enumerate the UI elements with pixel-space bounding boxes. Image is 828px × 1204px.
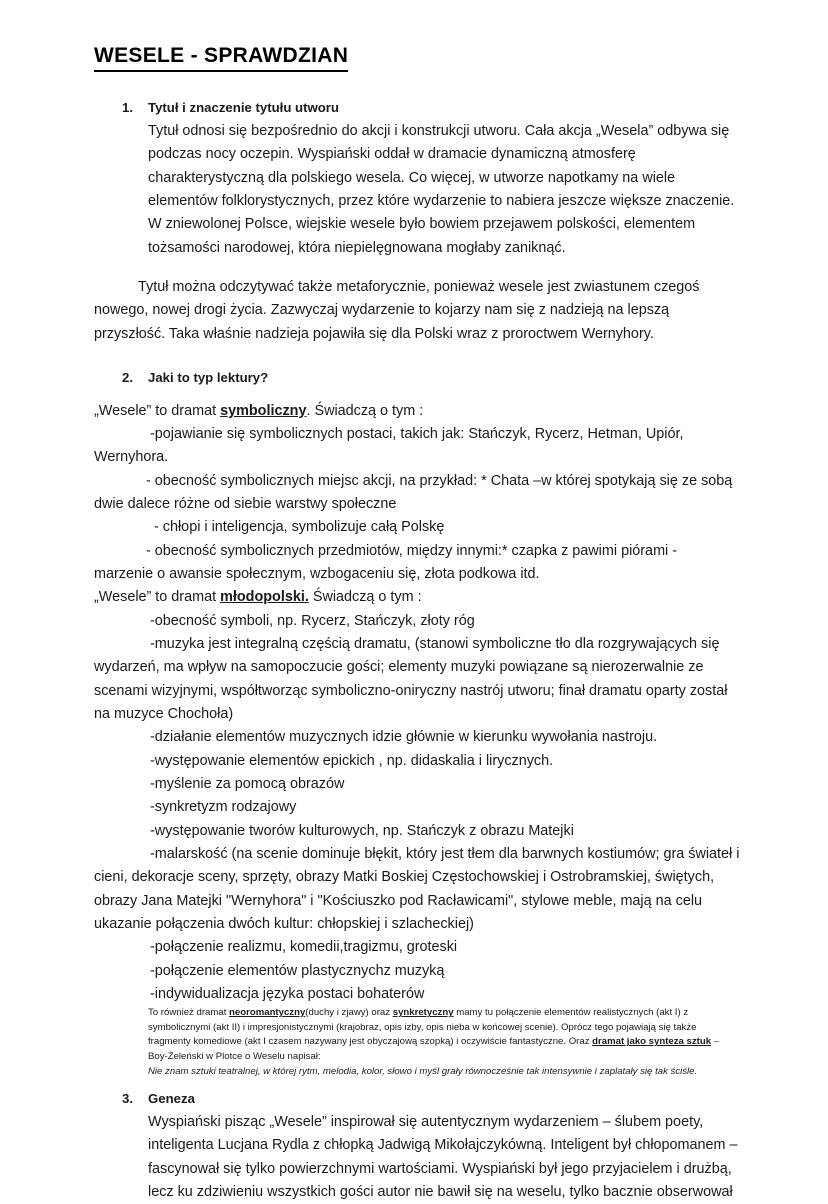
mlodopolski-lead-after: Świadczą o tym :	[308, 589, 422, 606]
symboliczny-lead-after: . Świadczą o tym :	[306, 402, 424, 419]
list-item: - obecność symbolicznych przedmiotów, między innymi:* czapka z pawimi piórami - marzenie o awansie społecznym, wzbogaceniu się, złota podkowa itd.	[94, 542, 678, 582]
section-2	[94, 368, 740, 1079]
list-item: -występowanie tworów kulturowych, np. Stańczyk z obrazu Matejki	[150, 822, 574, 839]
list-item: -działanie elementów muzycznych idzie głównie w kierunku wywołania nastroju.	[150, 729, 658, 746]
spacer	[94, 346, 740, 368]
section-2-note	[94, 1006, 740, 1064]
list-item: -obecność symboli, np. Rycerz, Stańczyk, złoty róg	[150, 612, 475, 629]
section-2-quote: Nie znam sztuki teatralnej, w której rytm, melodia, kolor, słowo i myśl grały równocześnie tak intensywnie i zaplatały się tak ściśle.	[148, 1065, 698, 1077]
section-1-number: 1.	[122, 100, 133, 116]
symboliczny-lead	[94, 400, 740, 423]
page-title: WESELE - SPRAWDZIAN	[94, 44, 348, 72]
spacer	[94, 260, 740, 276]
section-3-number: 3.	[122, 1091, 133, 1107]
section-3-heading-text: Geneza	[148, 1091, 195, 1107]
symboliczny-term: symboliczny	[220, 402, 307, 419]
spacer	[94, 390, 740, 400]
list-item: -połączenie realizmu, komedii,tragizmu, groteski	[150, 939, 458, 956]
section-2-heading	[94, 368, 740, 388]
section-2-number: 2.	[122, 369, 133, 385]
document-content	[94, 44, 740, 1204]
section-1-heading	[94, 98, 740, 118]
spacer	[94, 1079, 740, 1089]
symboliczny-lead-before: „Wesele” to dramat	[94, 402, 221, 419]
note-text-2: (duchy i zjawy) oraz	[305, 1007, 393, 1019]
note-text-1: To również dramat	[148, 1007, 230, 1019]
section-1-paragraph-2: Tytuł można odczytywać także metaforycznie, ponieważ wesele jest zwiastunem czegoś nowego, nowej drogi życia. Zazwyczaj wydarzenie to kojarzy nam się z nadzieją na lepszą przyszłość. Taka właśnie nadzieja pojawiła się dla Polski wraz z proroctwem Wernyhory.	[94, 278, 700, 342]
list-item: -synkretyzm rodzajowy	[150, 799, 297, 816]
list-item: -muzyka jest integralną częścią dramatu, (stanowi symboliczne tło dla rozgrywających się wydarzeń, ma wpływ na samopoczucie gości; elementy muzyki powiązane są nierozerwalnie ze scenami wizyjnymi, współtworząc symboliczno-oniryczny nastrój utworu; finał dramatu oparty został na muzyce Chochoła)	[94, 635, 728, 722]
section-2-heading-text: Jaki to typ lektury?	[148, 369, 269, 385]
note-term-synkretyczny: synkretyczny	[392, 1007, 454, 1019]
list-item: -występowanie elementów epickich , np. didaskalia i lirycznych.	[150, 752, 554, 769]
list-item: -myślenie za pomocą obrazów	[150, 775, 345, 792]
note-text-4: – Boy-Żeleński w Plotce o Weselu napisał:	[148, 1036, 720, 1062]
section-3-paragraph-1: Wyspiański pisząc „Wesele” inspirował się autentycznym wydarzeniem – ślubem poety, inteligenta Lucjana Rydla z chłopką Jadwigą Mikołajczykówną. Inteligent był chłopomanem – fascynował się tylko powierzchnymi wartościami. Wyspiański był jego przyjacielem i drużbą, lecz ku zdziwieniu wszystkich gości autor nie bawił się na weselu, tylko bacznie obserwował	[148, 1113, 738, 1200]
section-1-heading-text: Tytuł i znaczenie tytułu utworu	[148, 100, 339, 116]
list-item: - chłopi i inteligencja, symbolizuje całą Polskę	[154, 519, 445, 536]
mlodopolski-lead	[94, 586, 740, 609]
note-term-neoromantyczny: neoromantyczny	[229, 1007, 306, 1019]
mlodopolski-lead-before: „Wesele” to dramat	[94, 589, 221, 606]
note-text-3: mamy tu połączenie elementów realistycznych (akt I) z symbolicznymi (akt II) i impresjonistycznymi (krajobraz, opis izby, opis nieba w końcowej scenie). Oprócz tego pojawiają się także fragmenty komediowe (akt I czasem nazywany jest obyczajową szopką) i oczywiście fantastyczne. Oraz	[148, 1007, 697, 1048]
list-item: -malarskość (na scenie dominuje błękit, który jest tłem dla barwnych kostiumów; gra świateł i cieni, dekoracje sceny, sprzęty, obrazy Matki Boskiej Częstochowskiej i Ostrobramskiej, świętych, obrazy Jana Matejki "Wernyhora" i "Kościuszko pod Racławicami", stylowe meble, mają na celu ukazanie połączenia dwóch kultur: chłopskiej i szlacheckiej)	[94, 845, 740, 932]
note-term-synteza-sztuk: dramat jako synteza sztuk	[592, 1036, 712, 1048]
section-1-paragraph-1: Tytuł odnosi się bezpośrednio do akcji i konstrukcji utworu. Cała akcja „Wesela” odbywa się podczas nocy oczepin. Wyspiański oddał w dramacie dynamiczną atmosferę charakterystyczną dla polskiego wesela. Co więcej, w utworze napotkamy na wiele elementów folklorystycznych, przez które wydarzenie to nabiera jeszcze większe znaczenie. W zniewolonej Polsce, wiejskie wesele było bowiem przejawem polskości, elementem tożsamości narodowej, która niepielęgnowana mogłaby zaniknąć.	[148, 122, 735, 256]
list-item: -indywidualizacja języka postaci bohaterów	[150, 985, 425, 1002]
mlodopolski-term: młodopolski.	[220, 589, 309, 606]
list-item: - obecność symbolicznych miejsc akcji, na przykład: * Chata –w której spotykają się ze sobą dwie dalece różne od siebie warstwy społeczne	[94, 472, 733, 512]
title-row	[94, 44, 740, 72]
list-item: -połączenie elementów plastycznychz muzyką	[150, 962, 445, 979]
section-3	[94, 1089, 740, 1204]
section-1	[94, 98, 740, 346]
list-item: -pojawianie się symbolicznych postaci, takich jak: Stańczyk, Rycerz, Hetman, Upiór, Wernyhora.	[94, 426, 684, 466]
section-3-heading	[94, 1089, 740, 1109]
